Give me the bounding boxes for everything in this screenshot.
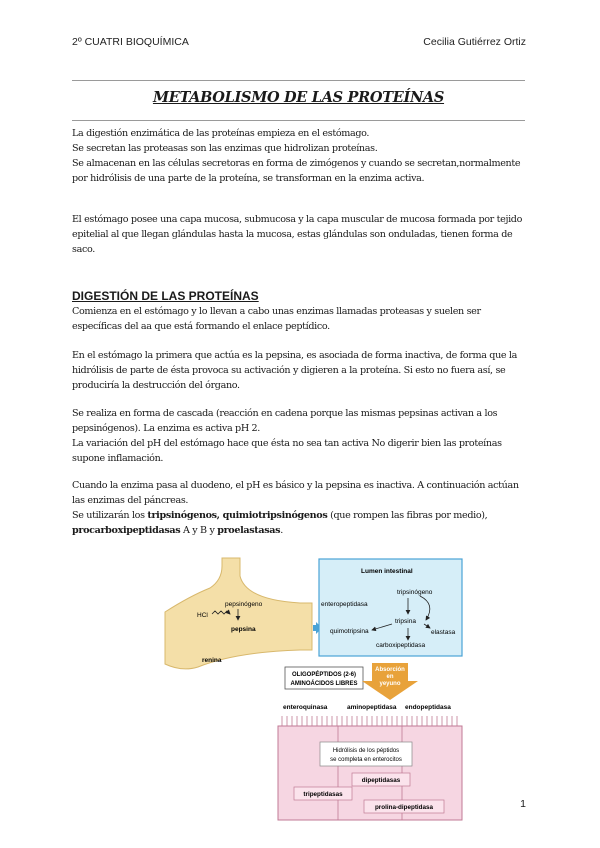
zymogens-sep: , <box>216 510 223 521</box>
elastasa-label: elastasa <box>431 629 456 636</box>
oligo-line-2: AMINOÁCIDOS LIBRES <box>290 681 358 687</box>
hidrolisis-line-2: se completa en enterocitos <box>330 757 402 763</box>
pepsinogeno-label: pepsinógeno <box>225 601 263 608</box>
cascade-text: Se realiza en forma de cascada (reacción en cadena porque las mismas pepsinas activan a los pepsinógenos). La enzima es activa pH 2. <box>72 408 498 434</box>
enteropeptidasa-label: enteropeptidasa <box>321 601 368 608</box>
intro-line-1: La digestión enzimática de las proteínas empieza en el estómago. <box>72 128 370 139</box>
absorcion-line-3: yeyuno <box>379 681 401 687</box>
procarboxipeptidasas: procarboxipeptidasas <box>72 525 181 536</box>
tripsinogenos: tripsinógenos <box>147 510 217 521</box>
zymogens-mid: (que rompen las fibras por medio), <box>327 510 488 521</box>
section-paragraph-1: Comienza en el estómago y lo llevan a cabo unas enzimas llamadas proteasas y suelen ser específicas del aa que está formando el enlace peptídico. <box>72 306 481 332</box>
pepsina-label: pepsina <box>231 626 256 633</box>
aminopeptidasa-label: aminopeptidasa <box>347 704 397 711</box>
proelastasas: proelastasas <box>217 525 281 536</box>
lumen-title: Lumen intestinal <box>361 568 413 575</box>
zymogens-end: . <box>280 525 283 536</box>
intro-line-2: Se secretan las proteasas son las enzimas que hidrolizan proteínas. <box>72 143 378 154</box>
intro-line-3: Se almacenan en las células secretoras en forma de zimógenos y cuando se secretan,normalmente por hidrólisis de una parte de la proteína, se transforman en la enzima activa. <box>72 158 521 184</box>
prolina-dipeptidasa-label: prolina-dipeptidasa <box>374 804 434 811</box>
ph-text: La variación del pH del estómago hace que ésta no sea tan activa No digerir bien las proteínas supone inflamación. <box>72 438 502 464</box>
hidrolisis-line-1: Hidrólisis de los péptidos <box>332 748 400 754</box>
page-title: METABOLISMO DE LAS PROTEÍNAS <box>152 89 445 106</box>
quimiotripsinogenos: quimiotripsinógenos <box>222 510 328 521</box>
carboxipeptidasa-label: carboxipeptidasa <box>376 642 426 649</box>
oligo-line-1: OLIGOPÉPTIDOS (2-6) <box>291 672 357 678</box>
quimotripsina-label: quimotripsina <box>330 628 369 635</box>
zymogens-mid2: A y B y <box>180 525 218 536</box>
tripsina-label: tripsina <box>395 618 416 625</box>
intro-paragraph-2: El estómago posee una capa mucosa, submucosa y la capa muscular de mucosa formada por tejido epitelial al que llegan glándulas hasta la mucosa, estas glándulas son onduladas, tienen forma de saco. <box>72 214 522 255</box>
header-course: 2º CUATRI BIOQUÍMICA <box>72 36 189 48</box>
header-author: Cecilia Gutiérrez Ortiz <box>423 36 526 48</box>
microvilli <box>282 716 457 726</box>
stomach-shape <box>165 558 312 669</box>
renina-label: renina <box>202 657 222 664</box>
absorcion-line-1: Absorción <box>375 667 405 673</box>
dipeptidasas-label: dipeptidasas <box>361 777 401 784</box>
tripsinogeno-label: tripsinógeno <box>397 589 433 596</box>
absorcion-line-2: en <box>386 674 394 680</box>
duodeno-text: Cuando la enzima pasa al duodeno, el pH es básico y la pepsina es inactiva. A continuación actúan las enzimas del páncreas. <box>72 480 519 506</box>
page-number: 1 <box>520 798 526 810</box>
zymogens-pre: Se utilizarán los <box>72 510 148 521</box>
hcl-label: HCl <box>197 612 208 619</box>
section-heading: DIGESTIÓN DE LAS PROTEÍNAS <box>72 289 259 303</box>
section-paragraph-2: En el estómago la primera que actúa es la pepsina, es asociada de forma inactiva, de forma que la hidrólisis de parte de ésta provoca su activación y digieren a la proteína. Si esto no fuera así, se produciría la destrucción del órgano. <box>72 350 518 391</box>
tripeptidasas-label: tripeptidasas <box>303 791 343 798</box>
enteroquinasa-label: enteroquinasa <box>283 704 328 711</box>
endopeptidasa-label: endopeptidasa <box>405 704 451 711</box>
